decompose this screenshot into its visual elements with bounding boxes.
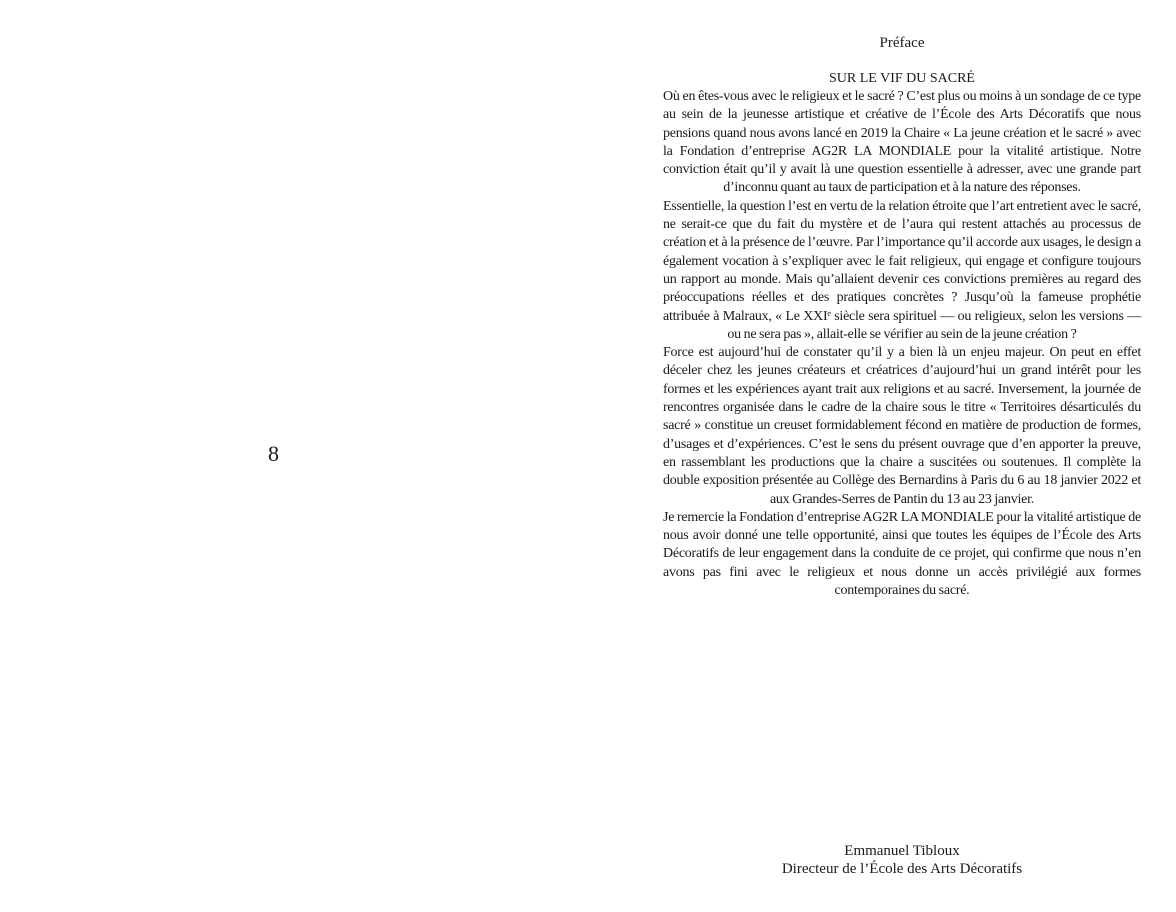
paragraph-3: Force est aujourd’hui de constater qu’il y a bien là un enjeu majeur. On peut en effet déceler chez les jeunes créateurs et créatrices d’aujourd’hui un grand intérêt pour les formes et les expériences ayant trait aux religions et au sacré. Inversement, la journée de rencontres organisée dans le cadre de la chaire sous le titre « Territoires désarticulés du sacré » constitue un creuset formidablement fécond en matière de production de formes, d’usages et d’expériences. C’est le sens du présent ouvrage que d’en apporter la preuve, en rassemblant les productions que la chaire a suscitées ou soutenues. Il complète la double exposition présentée au Collège des Bernardins à Paris du 6 au 18 janvier 2022 et aux Grandes-Serres de Pantin du 13 au 23 janvier. (663, 345, 1141, 507)
page-number: 8 (268, 441, 279, 466)
preface-title: SUR LE VIF DU SACRÉ (829, 71, 975, 86)
paragraph-2: Essentielle, la question l’est en vertu de la relation étroite que l’art entretient avec le sacré, ne serait-ce que du fait du mystère et de l’aura qui restent attachés au processus de création et à la présence de l’œuvre. Par l’importance qu’il accorde aux usages, le design a également vocation à s’expliquer avec le fait religieux, qui engage et configure toujours un rapport au monde. Mais qu’allaient devenir ces convictions premières au regard des préoccupations réelles et des pratiques concrètes ? Jusqu’où la fameuse prophétie attribuée à Malraux, « Le XXIᵉ siècle sera spirituel — ou religieux, selon les versions — ou ne sera pas », allait-elle se vérifier au sein de la jeune création ? (663, 198, 1141, 342)
signature-block (663, 842, 1141, 878)
signature-role: Directeur de l’École des Arts Décoratifs (781, 861, 1023, 877)
paragraph-1: Où en êtes-vous avec le religieux et le sacré ? C’est plus ou moins à un sondage de ce type au sein de la jeunesse artistique et créative de l’École des Arts Décoratifs que nous pensions quand nous avons lancé en 2019 la Chaire « La jeune création et le sacré » avec la Fondation d’entreprise AG2R LA MONDIALE pour la vitalité artistique. Notre conviction était qu’il y avait là une question essentielle à adresser, avec une grande part d’inconnu quant au taux de participation et à la nature des réponses. (663, 89, 1141, 196)
signature-name: Emmanuel Tibloux (844, 843, 960, 859)
paragraph-4: Je remercie la Fondation d’entreprise AG2R LA MONDIALE pour la vitalité artistique de nous avoir donné une telle opportunité, ainsi que toutes les équipes de l’École des Arts Décoratifs de leur engagement dans la conduite de ce projet, qui confirme que nous n’en avons pas fini avec le religieux et nous donne un accès privilégié aux formes contemporaines du sacré. (663, 509, 1141, 599)
section-label: Préface (879, 35, 925, 51)
preface-page (663, 34, 1141, 600)
